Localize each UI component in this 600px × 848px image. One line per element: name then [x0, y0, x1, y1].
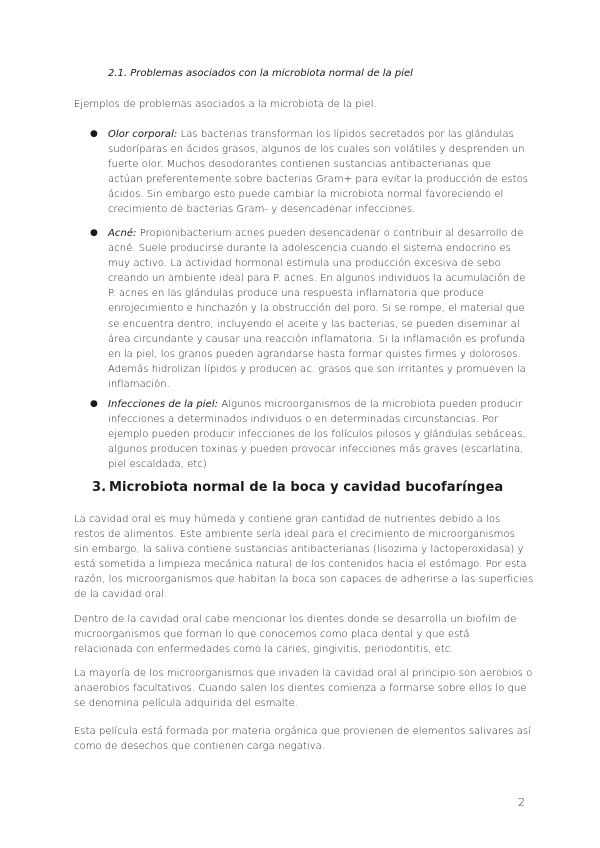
- paragraph: Esta película está formada por materia orgánica que provienen de elementos salivares así como de desechos que contienen carga negativa.: [74, 726, 531, 753]
- bullet-term: Olor corporal:: [108, 129, 178, 140]
- section-number: 3.: [92, 480, 107, 495]
- bullet-dot: ●: [90, 129, 98, 139]
- bullet-line: creando un ambiente ideal para P. acnes. En algunos individuos la acumulación de: [108, 273, 526, 285]
- paragraph: La cavidad oral es muy húmeda y contiene gran cantidad de nutrientes debido a los restos de alimentos. Este ambiente sería ideal para el crecimiento de microorganismos sin embargo, la saliva contiene sustancias antibacterianas (lisozima y lactoperoxidasa) y está sometida a limpieza mecánica natural de los contenidos hacia el estómago. Por esta razón, los microorganismos que habitan la boca son capaces de adherirse a las superficies de la cavidad oral.: [74, 514, 534, 601]
- bullet-line: ácidos. Sin embargo esto puede cambiar la microbiota normal favoreciendo el: [108, 189, 504, 201]
- section-heading: [92, 480, 503, 495]
- bullet-line: crecimiento de bacterias Gram- y desencadenar infecciones.: [108, 204, 416, 216]
- bullet-line: ejemplo pueden producir infecciones de los folículos pilosos y glándulas sebáceas,: [108, 429, 526, 441]
- bullet-line: muy activo. La actividad hormonal estimula una producción excesiva de sebo: [108, 258, 501, 270]
- paragraph: La mayoría de los microorganismos que invaden la cavidad oral al principio son aerobios o anaerobios facultativos. Cuando salen los dientes comienza a formarse sobre ellos lo que se denomina película adquirida del esmalte.: [74, 668, 533, 710]
- bullet-line: piel escaldada, etc): [108, 459, 207, 471]
- bullet-dot: ●: [90, 399, 98, 409]
- bullet-term: Acné:: [108, 228, 137, 239]
- bullet-line: P. acnes en las glándulas produce una respuesta inflamatoria que produce: [108, 288, 484, 300]
- page-number: 2: [518, 796, 525, 809]
- bullet-line: sudoríparas en ácidos grasos, algunos de los cuales son volátiles y desprenden un: [108, 144, 525, 156]
- bullet-line: Infecciones de la piel: Algunos microorganismos de la microbiota pueden producir: [108, 399, 523, 410]
- bullet-line: inflamación.: [108, 378, 170, 390]
- intro-text: Ejemplos de problemas asociados a la microbiota de la piel.: [74, 99, 377, 110]
- section-title: Microbiota normal de la boca y cavidad bucofaríngea: [109, 480, 504, 495]
- bullet-term: Infecciones de la piel:: [108, 399, 219, 410]
- bullet-line: área circundante y causar una reacción inflamatoria. Si la inflamación es profunda: [108, 333, 526, 345]
- bullet-line: Olor corporal: Las bacterias transforman los lípidos secretados por las glándulas: [108, 129, 514, 140]
- bullet-body: [108, 397, 530, 472]
- bullet-line: algunos producen toxinas y pueden provocar infecciones más graves (escarlatina,: [108, 444, 524, 456]
- bullet-line: se encuentra dentro, incluyendo el aceite y las bacterias, se pueden diseminar al: [108, 318, 520, 330]
- bullet-line: en la piel, los granos pueden agrandarse hasta formar quistes firmes y dolorosos.: [108, 348, 521, 360]
- bullet-line: enrojecimiento e hinchazón y la obstrucción del poro. Si se rompe, el material que: [108, 303, 525, 315]
- bullet-line: Además hidrolizan lípidos y producen ac. grasos que son irritantes y promueven la: [108, 363, 526, 375]
- bullet-line: Acné: Propionibacterium acnes pueden desencadenar o contribuir al desarrollo de: [108, 228, 524, 239]
- bullet-dot: ●: [90, 228, 98, 238]
- bullet-line: infecciones a determinados individuos o en determinadas circunstancias. Por: [108, 414, 499, 426]
- bullet-line: acné. Suele producirse durante la adolescencia cuando el sistema endocrino es: [108, 243, 511, 255]
- bullet-body: [108, 127, 530, 218]
- bullet-body: [108, 226, 530, 392]
- bullet-line: fuerte olor. Muchos desodorantes contienen sustancias antibacterianas que: [108, 159, 491, 171]
- bullet-line: actúan preferentemente sobre bacterias Gram+ para evitar la producción de estos: [108, 174, 529, 186]
- paragraph: Dentro de la cavidad oral cabe mencionar los dientes donde se desarrolla un biofilm de microorganismos que forman lo que conocemos como placa dental y que está relacionada con enfermedades como la caries, gingivitis, periodontitis, etc.: [74, 614, 517, 656]
- subsection-title: 2.1. Problemas asociados con la microbiota normal de la piel: [108, 68, 413, 79]
